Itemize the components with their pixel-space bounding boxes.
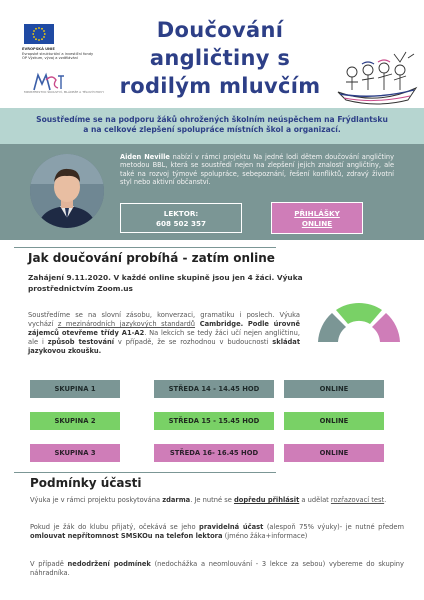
desc-part-3: v případě, že se rozhodnou v budoucnosti	[114, 338, 273, 346]
divider	[14, 247, 276, 248]
lector-photo	[30, 154, 104, 228]
group-2-mode: ONLINE	[284, 412, 384, 430]
cond1-text-a: Výuka je v rámci projektu poskytována	[30, 496, 163, 504]
desc-bold-4: skládat jazykovou zkoušku.	[28, 338, 301, 355]
eu-line-2: Evropské strukturální a investiční fondy	[22, 51, 94, 56]
cond3-violation: nedodržení podmínek	[67, 560, 151, 568]
cond2-text-a: Pokud je žák do klubu přijatý, očekává se jeho	[30, 523, 200, 531]
section-heading-how: Jak doučování probíhá - zatím online	[28, 251, 275, 265]
cond1-free: zdarma	[162, 496, 191, 504]
condition-replacement	[30, 560, 404, 577]
msmt-logo-text: MINISTERSTVO ŠKOLSTVÍ, MLÁDEŽE A TĚLOVÝCHOVY	[24, 90, 105, 94]
desc-bold-1: Cambridge	[195, 320, 241, 328]
desc-part-1: Soustředíme se na slovní zásobu, konverzaci, gramatiku i poslech. Výuka vychází	[28, 311, 300, 328]
cond2-attendance: pravidelná účast	[199, 523, 264, 531]
lector-bio	[120, 153, 394, 186]
title-line-3: rodilým mluvčím	[119, 74, 321, 98]
lector-contact-box	[120, 203, 242, 233]
cond1-text-e: a udělat	[299, 496, 331, 504]
cond1-text-c: . Je nutné se	[190, 496, 234, 504]
cond1-test-link[interactable]: rozřazovací test	[330, 496, 385, 504]
cond1-register-link[interactable]: dopředu přihlásit	[233, 496, 300, 504]
lector-phone[interactable]: 608 502 357	[155, 219, 206, 228]
title-line-2: angličtiny s	[149, 46, 291, 70]
eu-line-1: EVROPSKÁ UNIE	[22, 47, 55, 51]
group-1-time: STŘEDA 14 - 14.45 HOD	[154, 380, 274, 398]
cond2-text-e: (jméno žáka+informace)	[222, 531, 308, 540]
cond3-text-c: (nedochážka a neomlouvání - 3 lekce za sebou) vybereme do skupiny náhradníka.	[30, 560, 405, 577]
group-3-time: STŘEDA 16- 16.45 HOD	[154, 444, 274, 462]
apply-line-1: PŘIHLÁŠKY	[294, 209, 340, 218]
mission-line-2: a na celkové zlepšení spolupráce místních škol a organizací.	[83, 125, 341, 134]
group-3-mode: ONLINE	[284, 444, 384, 462]
group-2-cell: SKUPINA 2	[30, 412, 120, 430]
condition-attendance	[30, 523, 404, 540]
eu-logo-text	[22, 47, 112, 61]
boat-sketch-icon	[334, 48, 420, 106]
page-title	[104, 16, 336, 100]
section-heading-conditions: Podmínky účasti	[30, 476, 142, 490]
group-1-mode: ONLINE	[284, 380, 384, 398]
mission-line-1: Soustředíme se na podporu žáků ohrožených školním neúspěchem na Frýdlantsku	[36, 115, 388, 124]
title-line-1: Doučování	[156, 18, 284, 42]
group-3-cell: SKUPINA 3	[30, 444, 120, 462]
lector-bio-text: nabízí v rámci projektu Na jedné lodi dětem doučování angličtiny metodou BBL, která se soustředí nejen na zlepšení jejich znalostí angličtiny, ale také na rozvoj týmové spolupráce, sebepoznání, řešení konfliktů, zdravý životní styl nebo aktivní občanství.	[120, 153, 394, 186]
apply-line-2: ONLINE	[301, 219, 333, 228]
condition-free	[30, 496, 404, 505]
eu-flag-icon	[24, 24, 54, 44]
apply-online-button[interactable]	[271, 202, 363, 234]
divider	[14, 472, 276, 473]
cond3-text-a: V případě	[30, 560, 68, 568]
lector-name: Aiden Neville	[120, 153, 170, 161]
course-description	[28, 311, 300, 356]
eu-line-3: OP Výzkum, vývoj a vzdělávání	[22, 56, 78, 61]
lector-panel	[0, 144, 424, 240]
desc-bold-3: způsob testování	[47, 338, 115, 346]
level-gauge-icon	[316, 296, 402, 346]
cond1-text-g: .	[384, 496, 387, 504]
desc-bold-2: . Podle úrovně zájemců otevřeme třídy A1-A2	[28, 320, 300, 337]
cond2-excuse: omlouvat nepřítomnost SMSKOu na telefon lektora	[30, 531, 223, 540]
mission-band	[0, 108, 424, 144]
header	[0, 0, 424, 108]
standards-link[interactable]: z mezinárodních jazykových standardů	[57, 320, 196, 328]
cond2-text-c: (alespoň 75% výuky)- je nutné předem	[263, 523, 404, 531]
desc-part-2: . Na lekcích se tedy žáci učí nejen angličtinu, ale i	[28, 329, 300, 346]
group-1-cell: SKUPINA 1	[30, 380, 120, 398]
start-info: Zahájení 9.11.2020. V každé online skupině jsou jen 4 žáci. Výuka prostřednictvím Zoom.us	[28, 273, 303, 293]
lector-label: LEKTOR:	[163, 209, 199, 218]
group-2-time: STŘEDA 15 - 15.45 HOD	[154, 412, 274, 430]
